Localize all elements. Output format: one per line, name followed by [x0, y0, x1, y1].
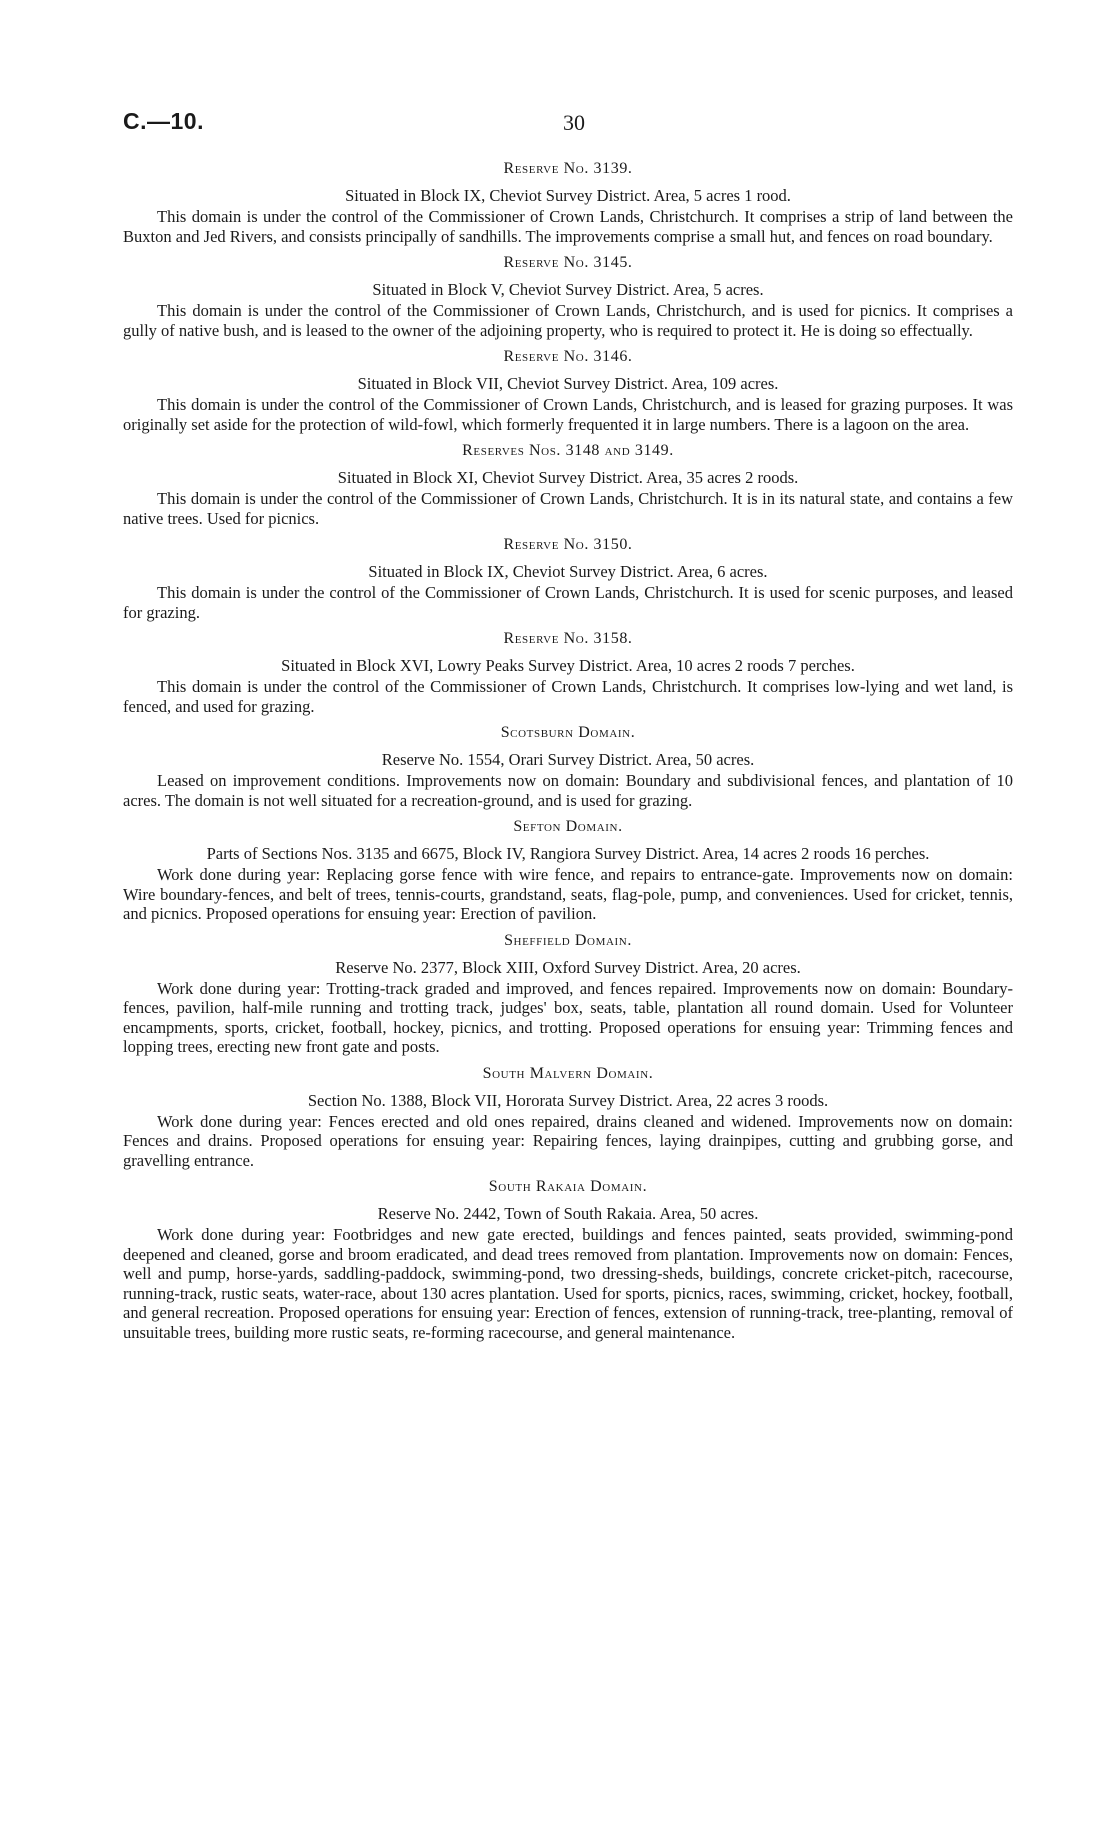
section-heading: Reserve No. 3145.: [503, 254, 633, 271]
document-code: C.—10.: [123, 108, 204, 134]
section-heading: Reserve No. 3146.: [503, 348, 633, 365]
section-reserve-3145: [123, 254, 1013, 340]
section-situation: Situated in Block IX, Cheviot Survey District. Area, 6 acres.: [368, 562, 768, 581]
section-heading: Reserve No. 3158.: [503, 630, 633, 647]
section-heading: Reserves Nos. 3148 and 3149.: [462, 442, 674, 459]
section-body: This domain is under the control of the Commissioner of Crown Lands, Christchurch. It is used for scenic purposes, and leased for grazing.: [123, 583, 1013, 622]
section-situation: Parts of Sections Nos. 3135 and 6675, Block IV, Rangiora Survey District. Area, 14 acres 2 roods 16 perches.: [206, 844, 930, 863]
section-heading: South Malvern Domain.: [482, 1064, 654, 1082]
section-heading: Sefton Domain.: [513, 818, 623, 835]
section-body: Work done during year: Trotting-track graded and improved, and fences repaired. Improvements now on domain: Boundary-fences, pavilion, half-mile running and trotting track, judges' box, seats, table, plantation all round domain. Used for Volunteer encampments, sports, cricket, football, hockey, picnics, and trotting. Proposed operations for ensuing year: Trimming fences and lopping trees, erecting new front gate and posts.: [123, 978, 1013, 1056]
page-number: 30: [563, 110, 585, 135]
section-situation: Situated in Block XVI, Lowry Peaks Survey District. Area, 10 acres 2 roods 7 perches.: [281, 656, 855, 675]
section-situation: Section No. 1388, Block VII, Hororata Survey District. Area, 22 acres 3 roods.: [307, 1090, 829, 1110]
section-heading: Scotsburn Domain.: [500, 724, 636, 741]
section-body: This domain is under the control of the Commissioner of Crown Lands, Christchurch. It comprises a strip of land between the Buxton and Jed Rivers, and consists principally of sandhills. The improvements comprise a small hut, and fences on road boundary.: [123, 207, 1013, 246]
section-scotsburn-domain: [123, 724, 1013, 810]
page-header: [123, 108, 1013, 156]
section-body: This domain is under the control of the Commissioner of Crown Lands, Christchurch, and is used for picnics. It comprises a gully of native bush, and is leased to the owner of the adjoining property, who is required to protect it. He is doing so effectually.: [123, 301, 1013, 340]
section-body: Work done during year: Replacing gorse fence with wire fence, and repairs to entrance-gate. Improvements now on domain: Wire boundary-fences, and belt of trees, tennis-courts, grandstand, seats, flag-pole, pump, and conveniences. Used for cricket, tennis, and picnics. Proposed operations for ensuing year: Erection of pavilion.: [123, 865, 1013, 923]
section-body: This domain is under the control of the Commissioner of Crown Lands, Christchurch. It is in its natural state, and contains a few native trees. Used for picnics.: [123, 489, 1013, 528]
section-situation: Situated in Block V, Cheviot Survey District. Area, 5 acres.: [372, 280, 764, 299]
section-body: Work done during year: Footbridges and new gate erected, buildings and fences painted, seats provided, swimming-pond deepened and cleaned, gorse and broom eradicated, and dead trees removed from plantation. Improvements now on domain: Fences, well and pump, horse-yards, saddling-paddock, swimming-pond, two dressing-sheds, buildings, concrete cricket-pitch, racecourse, running-track, rustic seats, water-race, about 130 acres plantation. Used for sports, picnics, races, swimming, cricket, hockey, football, and general recreation. Proposed operations for ensuing year: Erection of fences, extension of running-track, tree-planting, removal of unsuitable trees, building more rustic seats, re-forming racecourse, and general maintenance.: [123, 1225, 1013, 1342]
section-reserve-3158: [123, 630, 1013, 716]
section-heading: Sheffield Domain.: [504, 931, 632, 949]
section-reserves-3148-3149: [123, 442, 1013, 528]
section-sefton-domain: [123, 818, 1013, 924]
section-situation: Situated in Block VII, Cheviot Survey District. Area, 109 acres.: [357, 374, 779, 393]
section-situation: Reserve No. 2442, Town of South Rakaia. Area, 50 acres.: [377, 1204, 759, 1223]
section-south-rakaia-domain: [123, 1178, 1013, 1342]
section-body: This domain is under the control of the Commissioner of Crown Lands, Christchurch, and is leased for grazing purposes. It was originally set aside for the protection of wild-fowl, which formerly frequented it in large numbers. There is a lagoon on the area.: [123, 395, 1013, 434]
section-reserve-3146: [123, 348, 1013, 434]
section-reserve-3150: [123, 536, 1013, 622]
section-heading: Reserve No. 3139.: [503, 160, 633, 177]
section-body: Work done during year: Fences erected and old ones repaired, drains cleaned and widened. Improvements now on domain: Fences and drains. Proposed operations for ensuing year: Repairing fences, laying drainpipes, cutting and grubbing gorse, and gravelling entrance.: [123, 1111, 1013, 1170]
section-body: Leased on improvement conditions. Improvements now on domain: Boundary and subdivisional fences, and plantation of 10 acres. The domain is not well situated for a recreation-ground, and is used for grazing.: [123, 771, 1013, 810]
section-situation: Reserve No. 1554, Orari Survey District. Area, 50 acres.: [381, 750, 755, 769]
section-situation: Situated in Block XI, Cheviot Survey District. Area, 35 acres 2 roods.: [337, 468, 799, 487]
section-reserve-3139: [123, 160, 1013, 246]
section-situation: Situated in Block IX, Cheviot Survey District. Area, 5 acres 1 rood.: [345, 186, 791, 205]
document-page: [123, 108, 1013, 1350]
section-heading: South Rakaia Domain.: [488, 1178, 648, 1195]
section-heading: Reserve No. 3150.: [503, 536, 633, 553]
section-situation: Reserve No. 2377, Block XIII, Oxford Survey District. Area, 20 acres.: [335, 957, 801, 977]
section-south-malvern-domain: [123, 1065, 1013, 1171]
section-body: This domain is under the control of the Commissioner of Crown Lands, Christchurch. It comprises low-lying and wet land, is fenced, and used for grazing.: [123, 677, 1013, 716]
section-sheffield-domain: [123, 932, 1013, 1057]
